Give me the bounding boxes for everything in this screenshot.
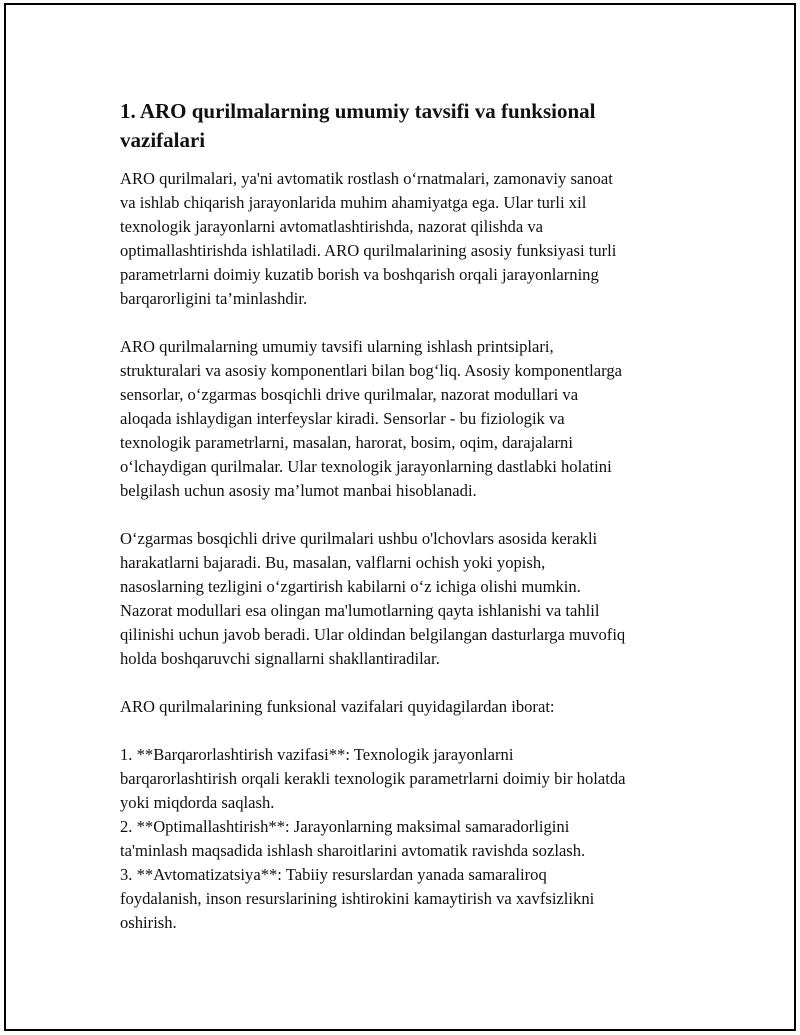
text-line: Oʻzgarmas bosqichli drive qurilmalari ushbu o'lchovlars asosida kerakli	[120, 529, 598, 548]
text-line: ARO qurilmalari, ya'ni avtomatik rostlash oʻrnatmalari, zamonaviy sanoat	[120, 169, 613, 188]
text-line: harakatlarni bajaradi. Bu, masalan, valflarni ochish yoki yopish,	[120, 553, 546, 572]
text-line: va ishlab chiqarish jarayonlarida muhim ahamiyatga ega. Ular turli xil	[120, 193, 587, 212]
text-line: barqarorligini ta’minlashdir.	[120, 289, 308, 308]
paragraph-spacer	[120, 503, 700, 527]
text-line: oshirish.	[120, 913, 177, 932]
section-heading	[120, 97, 700, 155]
text-line: parametrlarni doimiy kuzatib borish va boshqarish orqali jarayonlarning	[120, 265, 599, 284]
text-line: holda boshqaruvchi signallarni shakllantiradilar.	[120, 649, 440, 668]
text-line: ARO qurilmalarining funksional vazifalari quyidagilardan iborat:	[120, 697, 555, 716]
paragraph-spacer	[120, 311, 700, 335]
text-line: aloqada ishlaydigan interfeyslar kiradi. Sensorlar - bu fiziologik va	[120, 409, 565, 428]
heading-line: vazifalari	[120, 128, 206, 152]
text-line: barqarorlashtirish orqali kerakli texnologik parametrlarni doimiy bir holatda	[120, 769, 626, 788]
text-line: ta'minlash maqsadida ishlash sharoitlarini avtomatik ravishda sozlash.	[120, 841, 586, 860]
text-line: strukturalari va asosiy komponentlari bilan bogʻliq. Asosiy komponentlarga	[120, 361, 623, 380]
paragraph-intro	[120, 167, 700, 311]
text-line: 1. **Barqarorlashtirish vazifasi**: Texnologik jarayonlarni	[120, 745, 514, 764]
paragraph-functions-intro	[120, 695, 700, 719]
paragraph-drives	[120, 527, 700, 671]
functions-list	[120, 743, 700, 935]
text-line: foydalanish, inson resurslarining ishtirokini kamaytirish va xavfsizlikni	[120, 889, 595, 908]
paragraph-spacer	[120, 671, 700, 695]
text-line: sensorlar, oʻzgarmas bosqichli drive qurilmalar, nazorat modullari va	[120, 385, 579, 404]
text-line: 2. **Optimallashtirish**: Jarayonlarning maksimal samaradorligini	[120, 817, 570, 836]
text-line: Nazorat modullari esa olingan ma'lumotlarning qayta ishlanishi va tahlil	[120, 601, 600, 620]
text-line: qilinishi uchun javob beradi. Ular oldindan belgilangan dasturlarga muvofiq	[120, 625, 626, 644]
paragraph-description	[120, 335, 700, 503]
paragraph-spacer	[120, 719, 700, 743]
text-line: oʻlchaydigan qurilmalar. Ular texnologik jarayonlarning dastlabki holatini	[120, 457, 612, 476]
page-frame	[4, 3, 796, 1031]
text-line: nasoslarning tezligini oʻzgartirish kabilarni oʻz ichiga olishi mumkin.	[120, 577, 581, 596]
document-body	[120, 97, 700, 935]
text-line: 3. **Avtomatizatsiya**: Tabiiy resurslardan yanada samaraliroq	[120, 865, 547, 884]
text-line: optimallashtirishda ishlatiladi. ARO qurilmalarining asosiy funksiyasi turli	[120, 241, 617, 260]
text-line: texnologik jarayonlarni avtomatlashtirishda, nazorat qilishda va	[120, 217, 544, 236]
text-line: ARO qurilmalarning umumiy tavsifi ularning ishlash printsiplari,	[120, 337, 554, 356]
text-line: texnologik parametrlarni, masalan, harorat, bosim, oqim, darajalarni	[120, 433, 573, 452]
text-line: yoki miqdorda saqlash.	[120, 793, 275, 812]
heading-line: 1. ARO qurilmalarning umumiy tavsifi va funksional	[120, 99, 596, 123]
text-line: belgilash uchun asosiy ma’lumot manbai hisoblanadi.	[120, 481, 477, 500]
